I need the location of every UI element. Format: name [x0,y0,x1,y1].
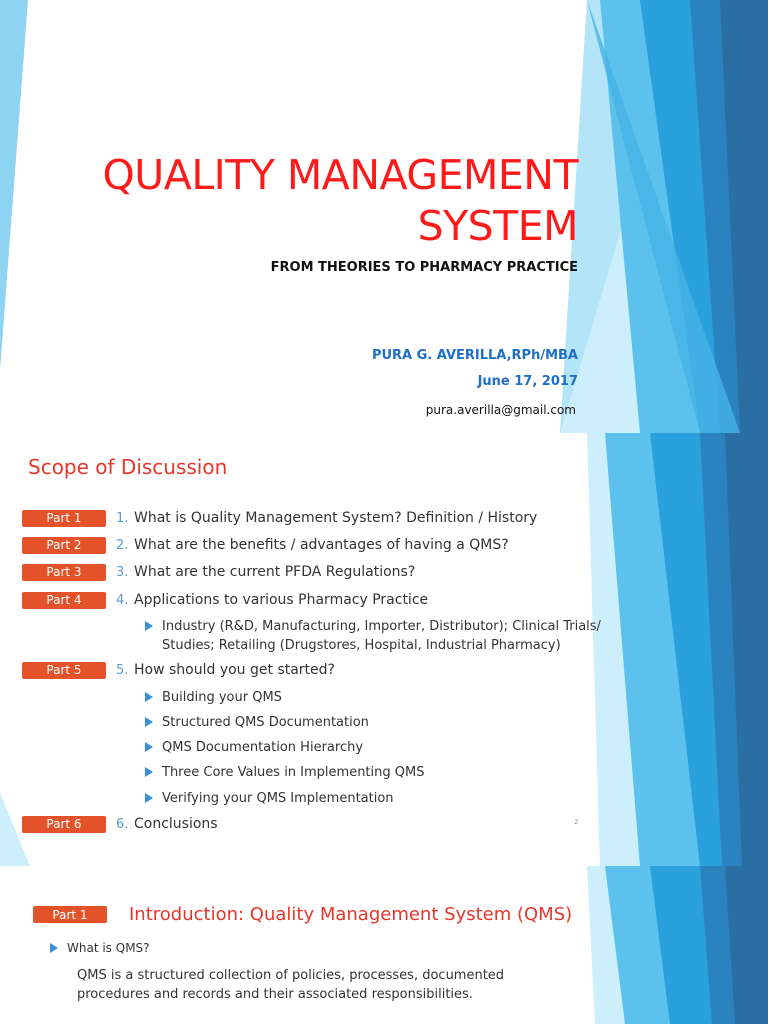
slide-heading: Introduction: Quality Management System (QMS) [129,904,573,925]
item-text: What is Quality Management System? Definition / History [134,510,538,526]
sub-item-text: Structured QMS Documentation [162,715,369,730]
section-heading: Scope of Discussion [28,455,228,479]
sub-list-item [145,763,424,782]
part-badge: Part 6 [22,816,106,833]
presentation-subtitle: FROM THEORIES TO PHARMACY PRACTICE [270,260,578,275]
bullet-arrow-icon [145,793,153,803]
bullet-arrow-icon [145,692,153,702]
presentation-title [103,150,578,252]
list-item [22,660,335,680]
sub-item-text: Building your QMS [162,690,282,705]
title-line-2: SYSTEM [417,202,578,250]
slide-header [33,904,572,925]
list-item [22,535,509,555]
scope-slide [0,433,768,866]
sub-list-item [145,789,394,808]
bullet-arrow-icon [145,767,153,777]
list-item [22,590,428,610]
part-badge: Part 1 [33,906,107,923]
sub-item-text-line-2: Studies; Retailing (Drugstores, Hospital, Industrial Pharmacy) [162,638,561,653]
page-number: 2 [574,818,579,826]
list-item [22,562,415,582]
bullet-arrow-icon [145,621,153,631]
list-item [22,508,537,528]
sub-item-text: Three Core Values in Implementing QMS [162,765,425,780]
item-text: How should you get started? [134,662,335,678]
item-number: 5. [116,662,129,678]
sub-list-item [145,738,363,757]
definition-paragraph: QMS is a structured collection of policies, processes, documented procedures and records and their associated responsibilities. [77,968,505,1002]
item-text: What are the benefits / advantages of having a QMS? [134,537,509,553]
list-item [22,814,218,834]
title-line-1: QUALITY MANAGEMENT [102,151,578,199]
sub-list-item [145,713,369,732]
part-badge: Part 4 [22,592,106,609]
bullet-item [50,941,150,955]
presentation-date: June 17, 2017 [477,374,578,389]
item-text: Conclusions [134,816,218,832]
author-email: pura.averilla@gmail.com [425,403,576,417]
title-slide [0,0,768,433]
item-number: 4. [116,592,129,608]
author-name: PURA G. AVERILLA,RPh/MBA [371,348,578,363]
item-number: 3. [116,564,129,580]
bullet-arrow-icon [50,943,58,953]
bullet-arrow-icon [145,717,153,727]
bullet-arrow-icon [145,742,153,752]
item-text: Applications to various Pharmacy Practice [134,592,429,608]
part-badge: Part 2 [22,537,106,554]
sub-item-text: Verifying your QMS Implementation [162,791,394,806]
bullet-text: What is QMS? [67,941,150,955]
sub-list-item [145,617,601,655]
item-number: 2. [116,537,129,553]
sub-item-text: QMS Documentation Hierarchy [162,740,364,755]
item-number: 6. [116,816,129,832]
item-number: 1. [116,510,129,526]
introduction-slide [0,866,768,1024]
item-text: What are the current PFDA Regulations? [134,564,416,580]
part-badge: Part 3 [22,564,106,581]
sub-item-text-line-1: Industry (R&D, Manufacturing, Importer, Distributor); Clinical Trials/ [162,619,601,634]
part-badge: Part 5 [22,662,106,679]
part-badge: Part 1 [22,510,106,527]
sub-list-item [145,688,282,707]
